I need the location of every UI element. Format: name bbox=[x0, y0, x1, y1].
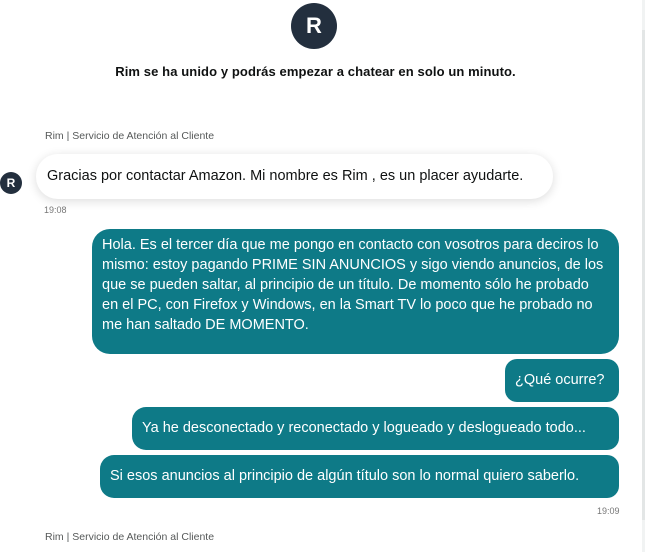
user-message-bubble: Si esos anuncios al principio de algún título son lo normal quiero saberlo. bbox=[100, 455, 619, 498]
user-message-bubble: Ya he desconectado y reconectado y logueado y deslogueado todo... bbox=[132, 407, 619, 450]
agent-avatar: R bbox=[0, 172, 22, 194]
agent-sender-label: Rim | Servicio de Atención al Cliente bbox=[45, 531, 215, 543]
message-timestamp: 19:08 bbox=[44, 205, 67, 215]
join-notice: Rim se ha unido y podrás empezar a chatear en solo un minuto. bbox=[115, 64, 516, 79]
agent-message-bubble: Gracias por contactar Amazon. Mi nombre es Rim , es un placer ayudarte. bbox=[36, 154, 553, 199]
user-message-bubble: ¿Qué ocurre? bbox=[505, 359, 619, 402]
message-timestamp: 19:09 bbox=[597, 506, 620, 516]
user-message-bubble: Hola. Es el tercer día que me pongo en contacto con vosotros para deciros lo mismo: estoy pagando PRIME SIN ANUNCIOS y sigo viendo anuncios, de los que se pueden saltar, al principio de un título. De momento sólo he probado en el PC, con Firefox y Windows, en la Smart TV lo poco que he probado no me han saltado DE MOMENTO. bbox=[92, 229, 619, 354]
agent-avatar-large: R bbox=[291, 3, 337, 49]
agent-sender-label: Rim | Servicio de Atención al Cliente bbox=[45, 130, 215, 142]
